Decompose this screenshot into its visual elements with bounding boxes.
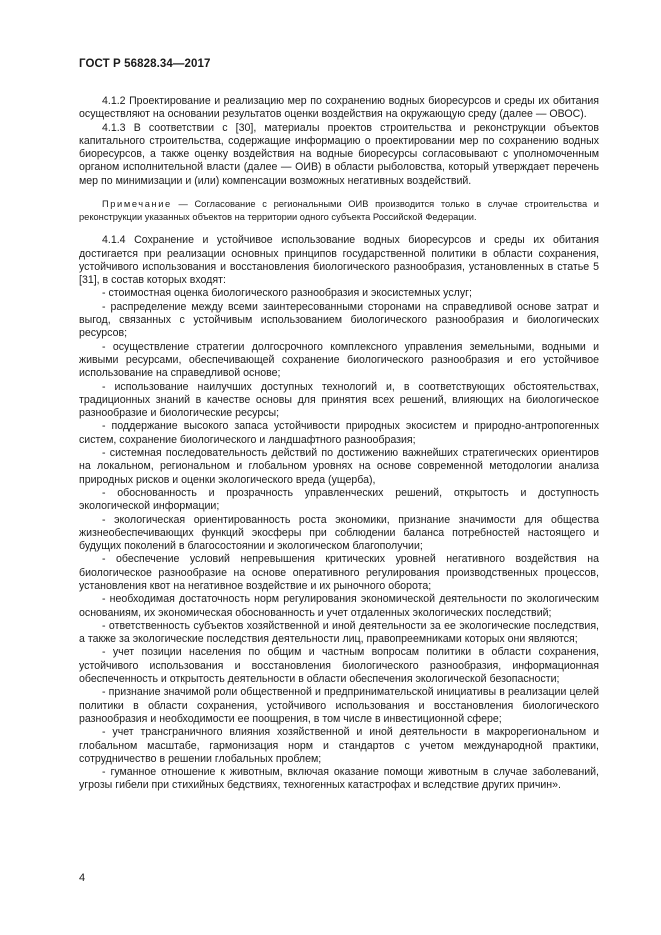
list-item: - поддержание высокого запаса устойчивости природных экосистем и природно-антропогенных систем, сохранение биологического и ландшафтного разнообразия; [79,420,599,446]
list-item: - использование наилучших доступных технологий и, в соответствующих обстоятельствах, традиционных знаний в качестве основы для принятия всех решений, влияющих на биологическое разнообразие и биологические ресурсы; [79,380,599,420]
note-text: — Согласование с региональными ОИВ производится только в случае строительства и реконструкции указанных объектов на территории одного субъекта Российской Федерации. [79,199,599,222]
list-item: - распределение между всеми заинтересованными сторонами на справедливой основе затрат и выгод, связанных с устойчивым использованием биологического разнообразия и биологических ресурсов; [79,300,599,340]
paragraph-4-1-4: 4.1.4 Сохранение и устойчивое использование водных биоресурсов и среды их обитания достигается при реализации основных принципов государственной политики в области сохранения, устойчивого использования и восстановления биологического разнообразия, установленных в статье 5 [31], в состав которых входят: [79,234,599,287]
list-item: - экологическая ориентированность роста экономики, признание значимости для общества жизнеобеспечивающих функций экосферы при соблюдении баланса потребностей настоящего и будущих поколений в благосостоянии и экологическом благополучии; [79,513,599,553]
paragraph-4-1-3: 4.1.3 В соответствии с [30], материалы проектов строительства и реконструкции объектов капитального строительства, содержащие информацию о проектировании мер по сохранению водных биоресурсов, а также оценку воздействия на водные биоресурсы согласовывают с уполномоченным органом исполнительной власти (далее — ОИВ) в области рыболовства, который утверждает перечень мер по минимизации и (или) компенсации возможных негативных воздействий. [79,121,599,187]
page-number: 4 [79,872,86,884]
list-item: - учет трансграничного влияния хозяйственной и иной деятельности в макрорегиональном и глобальном масштабе, гармонизация норм и стандартов с учетом международной практики, сотрудничество в решении глобальных проблем; [79,726,599,765]
paragraph-4-1-2: 4.1.2 Проектирование и реализацию мер по сохранению водных биоресурсов и среды их обитания осуществляют на основании результатов оценки воздействия на окружающую среду (далее — ОВОС). [79,95,599,121]
list-item: - ответственность субъектов хозяйственной и иной деятельности за ее экологические последствия, а также за экологические последствия деятельности лиц, правопреемниками которых они являются; [79,619,599,646]
list-item: - признание значимой роли общественной и предпринимательской инициативы в реализации целей политики в области сохранения, устойчивого использования и восстановления биологического разнообразия и необходимости ее поощрения, в том числе в инвестиционной сфере; [79,686,599,725]
list-item: - учет позиции населения по общим и частным вопросам политики в области сохранения, устойчивого использования и восстановления биологического разнообразия, информационная обеспеченность и открытость деятельности в области обеспечения экологической безопасности; [79,646,599,686]
document-body [79,95,599,793]
list-item: - необходимая достаточность норм регулирования экономической деятельности по экологическим основаниям, их экономическая обоснованность и учет отдаленных экологических последствий; [79,593,599,619]
list-item: - стоимостная оценка биологического разнообразия и экосистемных услуг; [102,287,472,300]
list-item: - осуществление стратегии долгосрочного комплексного управления земельными, водными и живыми ресурсами, обеспечивающей сохранение биологического разнообразия и его устойчивое использование на справедливой основе; [79,340,599,380]
list-item: - гуманное отношение к животным, включая оказание помощи животным в случае заболеваний, угрозы гибели при стихийных бедствиях, техногенных катастрофах и вследствие других причин». [79,766,599,792]
list-item: - обеспечение условий непревышения критических уровней негативного воздействия на биологическое разнообразие на основе оперативного регулирования производственных процессов, установления квот на негативное воздействие и их рыночного оборота; [79,553,599,592]
list-item: - системная последовательность действий по достижению важнейших стратегических ориентиров на локальном, региональном и глобальном уровнях на основе современной методологии анализа природных рисков и оценки экологического вреда (ущерба), [79,447,599,486]
document-header: ГОСТ Р 56828.34—2017 [79,58,211,70]
note-label: Примечание [102,199,172,210]
note [79,198,599,223]
list-item: - обоснованность и прозрачность управленческих решений, открытость и доступность экологической информации; [79,486,599,513]
